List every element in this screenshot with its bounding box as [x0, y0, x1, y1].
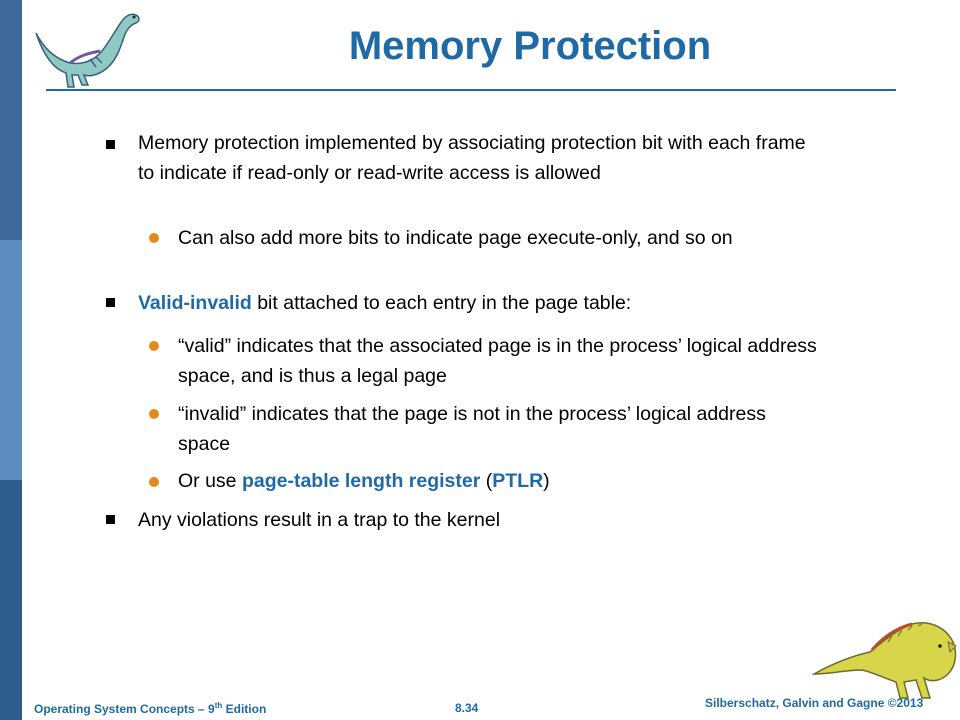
footer-book-title-text: Operating System Concepts – 9 [34, 702, 215, 716]
footer-edition-suffix: Edition [222, 702, 267, 716]
slide-title: Memory Protection [348, 24, 712, 68]
bullet-valid-invalid [138, 288, 818, 318]
left-sidebar-bar [0, 0, 22, 720]
sub-bullet-invalid: “invalid” indicates that the page is not in the process’ logical address space [178, 403, 766, 455]
sub-bullet-execute-only: Can also add more bits to indicate page execute-only, and so on [178, 227, 733, 249]
footer-edition-sup: th [214, 701, 223, 710]
footer-page-number: 8.34 [455, 701, 479, 715]
ptlr-prefix: Or use [178, 470, 242, 492]
sidebar-segment-middle [0, 240, 22, 480]
keyword-page-table-length-register: page-table length register [241, 470, 481, 492]
sidebar-segment-bottom [0, 480, 22, 720]
round-bullet-icon [149, 409, 159, 419]
bullet-violations: Any violations result in a trap to the kernel [138, 509, 501, 531]
title-divider [46, 89, 896, 91]
round-bullet-icon [149, 233, 159, 243]
sub-bullet-ptlr [178, 466, 818, 496]
dinosaur-bottom-icon [812, 612, 960, 702]
square-bullet-icon [106, 515, 115, 524]
square-bullet-icon [106, 140, 115, 149]
dinosaur-top-icon [30, 5, 148, 89]
round-bullet-icon [149, 341, 159, 351]
square-bullet-icon [106, 298, 115, 307]
footer-book-title [34, 701, 266, 716]
keyword-valid-invalid: Valid-invalid [138, 292, 252, 314]
bullet-memory-protection: Memory protection implemented by associating protection bit with each frame to indicate if read-only or read-write access is allowed [138, 132, 806, 184]
sub-bullet-valid: “valid” indicates that the associated page is in the process’ logical address space, and is thus a legal page [178, 335, 817, 387]
round-bullet-icon [149, 477, 159, 487]
keyword-ptlr: PTLR [492, 470, 544, 492]
footer-authors: Silberschatz, Galvin and Gagne ©2013 [705, 696, 924, 710]
ptlr-middle: ( [480, 470, 493, 492]
ptlr-suffix: ) [543, 470, 550, 492]
sidebar-segment-top [0, 0, 22, 240]
bullet-valid-invalid-text: bit attached to each entry in the page table: [251, 292, 632, 314]
